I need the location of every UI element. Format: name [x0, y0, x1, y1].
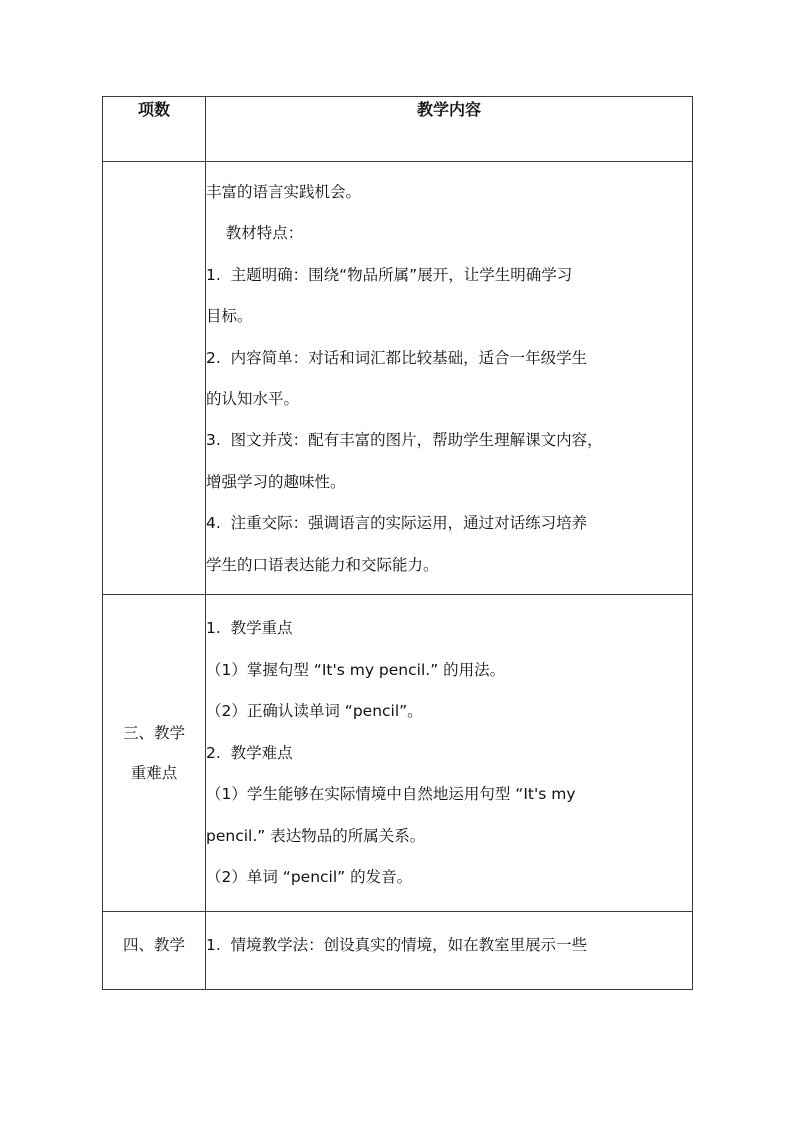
content-line: 2. 内容简单：对话和词汇都比较基础，适合一年级学生: [206, 348, 588, 367]
content-line: 2. 教学难点: [206, 743, 293, 762]
content-line: pencil.” 表达物品的所属关系。: [206, 826, 426, 845]
row-label-line: 重难点: [130, 763, 178, 782]
content-line: 增强学习的趣味性。: [206, 472, 346, 491]
content-line: 丰富的语言实践机会。: [206, 183, 362, 201]
textbook-features-cell: [206, 162, 693, 595]
content-line: （2）单词 “pencil” 的发音。: [206, 868, 413, 887]
content-line: 学生的口语表达能力和交际能力。: [206, 555, 439, 574]
content-line: 1. 情境教学法：创设真实的情境，如在教室里展示一些: [206, 935, 588, 954]
table-row: [103, 911, 693, 989]
content-line: （1）学生能够在实际情境中自然地运用句型 “It's my: [206, 785, 576, 804]
row-label-empty: [103, 162, 206, 595]
content-line: （2）正确认读单词 “pencil”。: [206, 702, 423, 721]
table-row: [103, 595, 693, 912]
content-line: （1）掌握句型 “It's my pencil.” 的用法。: [206, 660, 506, 679]
row-label-line: 三、教学: [122, 723, 185, 742]
content-line: 4. 注重交际：强调语言的实际运用，通过对话练习培养: [206, 514, 588, 533]
row-label-teaching-methods: 四、教学: [103, 911, 206, 989]
content-line: 1. 教学重点: [206, 619, 293, 638]
key-difficult-points-cell: [206, 595, 693, 912]
content-line: 1. 主题明确：围绕“物品所属”展开，让学生明确学习: [206, 265, 573, 284]
content-line: 教材特点：: [206, 224, 304, 243]
content-line: 目标。: [206, 307, 253, 326]
content-line: 的认知水平。: [206, 390, 300, 409]
content-line: 3. 图文并茂：配有丰富的图片，帮助学生理解课文内容，: [206, 431, 603, 450]
table-row: [103, 162, 693, 595]
header-item-count: 项数: [103, 97, 206, 162]
lesson-plan-table: [102, 96, 693, 990]
teaching-methods-cell: [206, 911, 693, 989]
header-teaching-content: 教学内容: [206, 97, 693, 162]
table-header-row: [103, 97, 693, 162]
row-label-key-difficult-points: [103, 595, 206, 912]
